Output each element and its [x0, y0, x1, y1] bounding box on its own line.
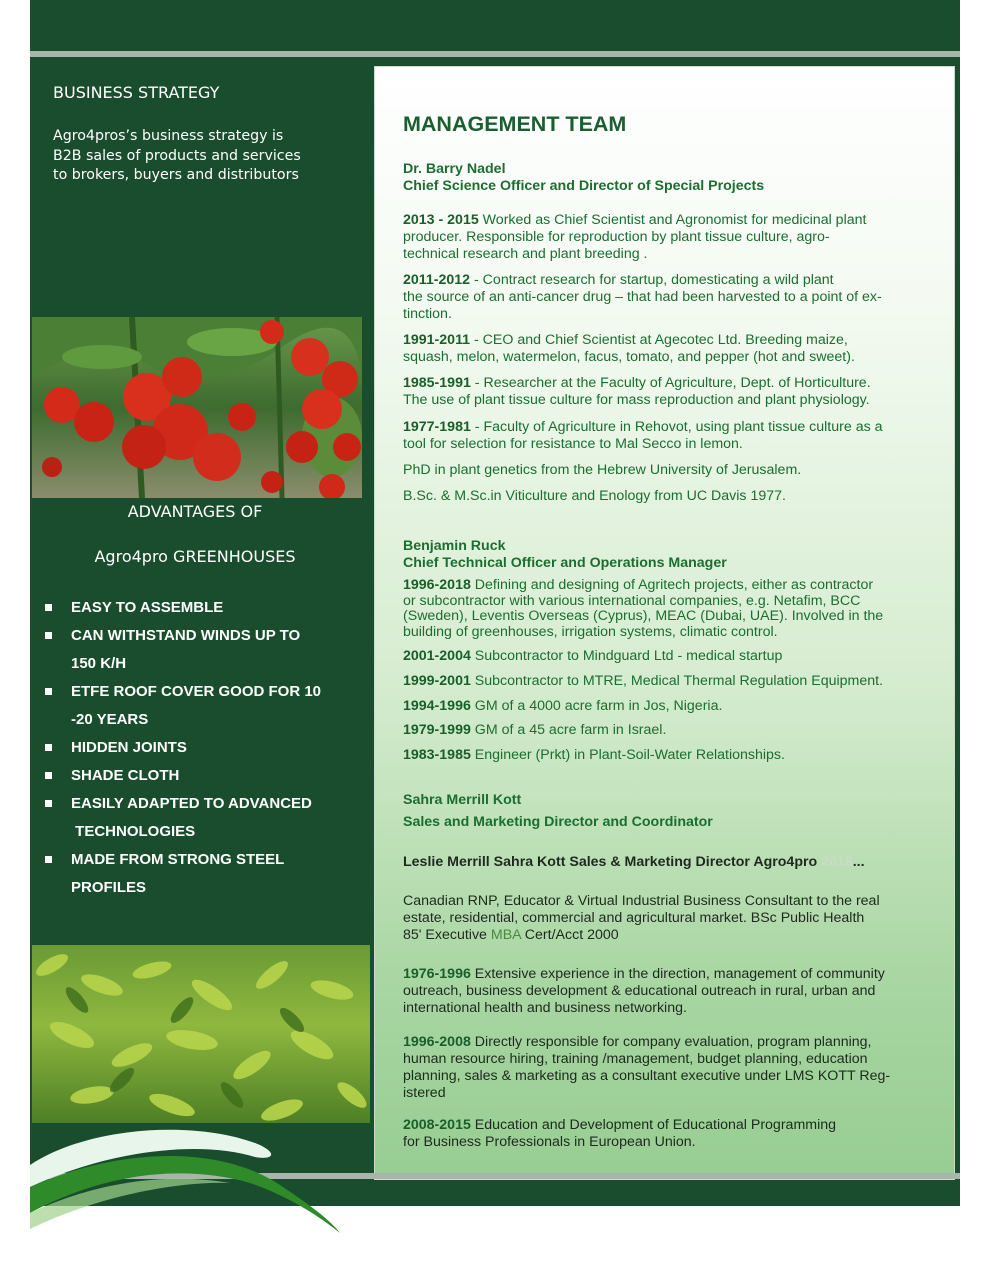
strategy-text — [53, 127, 373, 186]
advantage-item: EASILY ADAPTED TO ADVANCED TECHNOLOGIES — [44, 790, 374, 846]
advantage-item: EASY TO ASSEMBLE — [44, 594, 374, 622]
strategy-heading: BUSINESS STRATEGY — [53, 83, 220, 102]
sahra-entry: 2008-2015 Education and Development of Educational Programming for Business Professionals in European Union. — [403, 1117, 837, 1150]
person-name: Dr. Barry Nadel — [403, 161, 506, 177]
sahra-headline: Leslie Merrill Sahra Kott Sales & Marketing Director Agro4pro 2018... — [403, 854, 865, 870]
advantage-item: HIDDEN JOINTS — [44, 734, 374, 762]
advantages-subtitle: Agro4pro GREENHOUSES — [94, 547, 296, 566]
person-name: Benjamin Ruck — [403, 538, 506, 554]
benjamin-entry: 1996-2018 Defining and designing of Agritech projects, either as contractor or subcontractor with various international companies, e.g. Netafim, BCC (Sweden), Leventis Overseas (Cyprus), MEAC (Dubai, UAE). Involved in the building of greenhouses, irrigation systems, climatic control. — [403, 577, 884, 640]
decorative-swoosh — [30, 1125, 350, 1235]
sahra-entry: 1996-2008 Directly responsible for company evaluation, program planning, human resource hiring, training /management, budget planning, education planning, sales & marketing as a consultant executive under LMS KOTT Reg- istered — [403, 1034, 891, 1101]
strategy-line: Agro4pros’s business strategy is — [53, 128, 284, 144]
person-role: Sales and Marketing Director and Coordinator — [403, 814, 713, 830]
strategy-line: B2B sales of products and services — [53, 147, 301, 164]
brochure-page — [30, 0, 960, 1206]
person-name: Sahra Merrill Kott — [403, 792, 522, 808]
advantages-title: ADVANTAGES OF — [127, 502, 263, 521]
barry-entry: 2013 - 2015 Worked as Chief Scientist and Agronomist for medicinal plant producer. Responsible for reproduction by plant tissue culture, agro- technical research and plant breeding . — [403, 212, 867, 262]
advantage-item: MADE FROM STRONG STEEL PROFILES — [44, 846, 374, 902]
plants-photo — [32, 945, 370, 1123]
advantage-item: SHADE CLOTH — [44, 762, 374, 790]
top-stripe — [30, 51, 960, 57]
barry-bsc: B.Sc. & M.Sc.in Viticulture and Enology from UC Davis 1977. — [403, 488, 786, 504]
sahra-header — [403, 789, 943, 833]
management-team-panel — [374, 66, 955, 1180]
team-title: MANAGEMENT TEAM — [403, 112, 627, 136]
barry-entry: 2011-2012 - Contract research for startup, domesticating a wild plant the source of an anti-cancer drug – that had been harvested to a point of ex- tinction. — [403, 272, 882, 322]
benjamin-entry: 1983-1985 Engineer (Prkt) in Plant-Soil-Water Relationships. — [403, 747, 785, 763]
barry-entry: 1991-2011 - CEO and Chief Scientist at Agecotec Ltd. Breeding maize, squash, melon, watermelon, facus, tomato, and pepper (hot and sweet). — [403, 332, 855, 365]
strategy-line: to brokers, buyers and distributors — [53, 167, 299, 183]
benjamin-entry: 1994-1996 GM of a 4000 acre farm in Jos, Nigeria. — [403, 698, 723, 714]
barry-entry: 1977-1981 - Faculty of Agriculture in Rehovot, using plant tissue culture as a tool for selection for resistance to Mal Secco in lemon. — [403, 419, 883, 452]
barry-entry: 1985-1991 - Researcher at the Faculty of Agriculture, Dept. of Horticulture. The use of plant tissue culture for mass reproduction and plant physiology. — [403, 375, 871, 408]
advantage-item: CAN WITHSTAND WINDS UP TO 150 K/H — [44, 622, 374, 678]
sahra-entry: 1976-1996 Extensive experience in the direction, management of community outreach, business development & educational outreach in rural, urban and international health and business networking. — [403, 966, 885, 1016]
advantages-list — [44, 594, 374, 902]
benjamin-header — [403, 538, 943, 571]
benjamin-entry: 1979-1999 GM of a 45 acre farm in Israel. — [403, 722, 667, 738]
tomato-photo — [32, 317, 362, 498]
person-role: Chief Technical Officer and Operations Manager — [403, 554, 727, 571]
barry-phd: PhD in plant genetics from the Hebrew University of Jerusalem. — [403, 462, 802, 478]
advantage-item: ETFE ROOF COVER GOOD FOR 10 -20 YEARS — [44, 678, 374, 734]
person-role: Chief Science Officer and Director of Special Projects — [403, 177, 765, 194]
benjamin-entry: 2001-2004 Subcontractor to Mindguard Ltd - medical startup — [403, 648, 783, 664]
barry-header — [403, 161, 943, 194]
sahra-bio: Canadian RNP, Educator & Virtual Industrial Business Consultant to the real estate, residential, commercial and agricultural market. BSc Public Health 85' Executive MBA Cert/Acct 2000 — [403, 893, 880, 943]
benjamin-entry: 1999-2001 Subcontractor to MTRE, Medical Thermal Regulation Equipment. — [403, 673, 884, 689]
